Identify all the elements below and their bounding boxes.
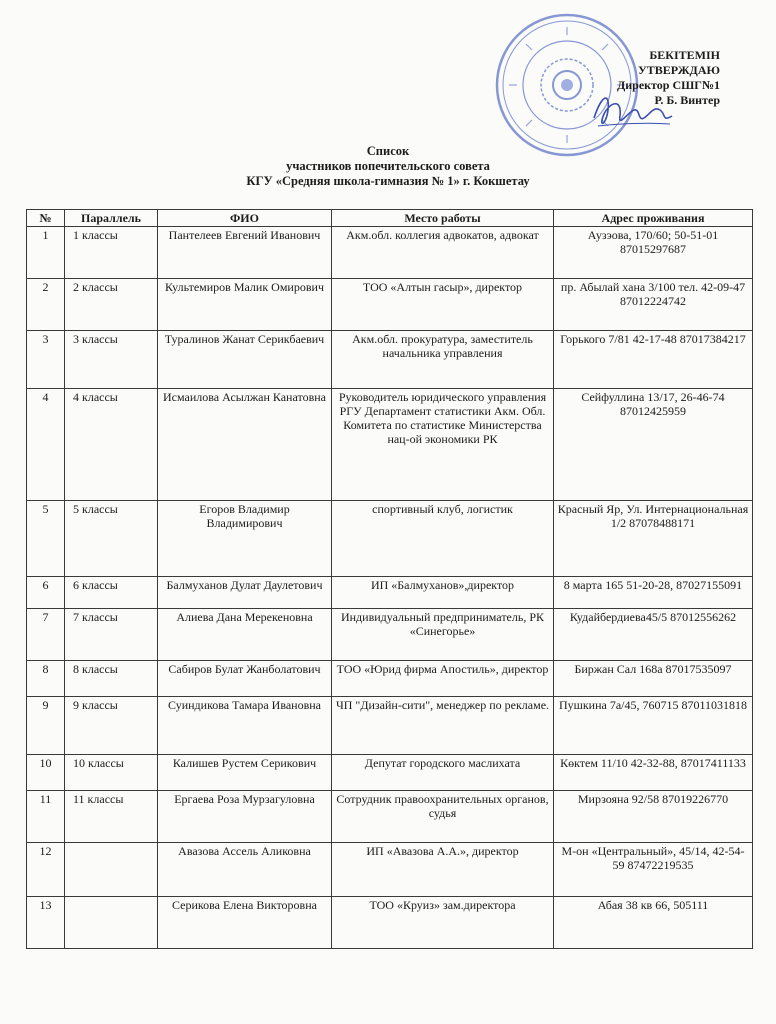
cell-number: 12 (27, 843, 65, 897)
cell-workplace: ТОО «Юрид фирма Апостиль», директор (332, 661, 554, 697)
cell-workplace: Акм.обл. прокуратура, заместитель начальника управления (332, 331, 554, 389)
cell-parallel: 1 классы (65, 227, 158, 279)
cell-parallel: 9 классы (65, 697, 158, 755)
cell-parallel (65, 843, 158, 897)
cell-fio: Авазова Ассель Аликовна (158, 843, 332, 897)
cell-workplace: Депутат городского маслихата (332, 755, 554, 791)
cell-fio: Сабиров Булат Жанболатович (158, 661, 332, 697)
cell-parallel (65, 897, 158, 949)
approval-line-kazakh: БЕКІТЕМІН (649, 48, 720, 62)
cell-workplace: ТОО «Алтын гасыр», директор (332, 279, 554, 331)
table-row (27, 897, 753, 949)
cell-number: 10 (27, 755, 65, 791)
cell-address: Биржан Сал 168а 87017535097 (554, 661, 753, 697)
header-address: Адрес проживания (554, 210, 753, 227)
cell-fio: Пантелеев Евгений Иванович (158, 227, 332, 279)
cell-address: Мирзояна 92/58 87019226770 (554, 791, 753, 843)
cell-workplace: Сотрудник правоохранительных органов, судья (332, 791, 554, 843)
table-row (27, 843, 753, 897)
cell-address: М-он «Центральный», 45/14, 42-54-59 87472219535 (554, 843, 753, 897)
cell-parallel: 8 классы (65, 661, 158, 697)
cell-address: Көктем 11/10 42-32-88, 87017411133 (554, 755, 753, 791)
cell-parallel: 3 классы (65, 331, 158, 389)
cell-parallel: 5 классы (65, 501, 158, 577)
cell-address: пр. Абылай хана 3/100 тел. 42-09-47 87012224742 (554, 279, 753, 331)
table-row (27, 609, 753, 661)
cell-address: Аузэова, 170/60; 50-51-01 87015297687 (554, 227, 753, 279)
table-row (27, 661, 753, 697)
cell-workplace: ТОО «Круиз» зам.директора (332, 897, 554, 949)
cell-parallel: 4 классы (65, 389, 158, 501)
table-row (27, 501, 753, 577)
cell-fio: Культемиров Малик Омирович (158, 279, 332, 331)
cell-address: 8 марта 165 51-20-28, 87027155091 (554, 577, 753, 609)
cell-workplace: Акм.обл. коллегия адвокатов, адвокат (332, 227, 554, 279)
header-parallel: Параллель (65, 210, 158, 227)
cell-address: Абая 38 кв 66, 505111 (554, 897, 753, 949)
cell-fio: Ергаева Роза Мурзагуловна (158, 791, 332, 843)
cell-parallel: 11 классы (65, 791, 158, 843)
cell-fio: Суиндикова Тамара Ивановна (158, 697, 332, 755)
cell-fio: Калишев Рустем Серикович (158, 755, 332, 791)
table-row (27, 389, 753, 501)
approval-director-name: Р. Б. Винтер (654, 93, 720, 107)
cell-number: 11 (27, 791, 65, 843)
header-fio: ФИО (158, 210, 332, 227)
cell-number: 3 (27, 331, 65, 389)
header-number: № (27, 210, 65, 227)
cell-parallel: 2 классы (65, 279, 158, 331)
cell-parallel: 6 классы (65, 577, 158, 609)
cell-workplace: спортивный клуб, логистик (332, 501, 554, 577)
cell-parallel: 7 классы (65, 609, 158, 661)
cell-number: 7 (27, 609, 65, 661)
cell-workplace: Руководитель юридического управления РГУ Департамент статистики Акм. Обл. Комитета по статистике Министерства нац-ой экономики РК (332, 389, 554, 501)
approval-director-title: Директор СШГ№1 (616, 78, 720, 92)
cell-number: 2 (27, 279, 65, 331)
cell-number: 6 (27, 577, 65, 609)
table-row (27, 227, 753, 279)
cell-workplace: Индивидуальный предприниматель, РК «Синегорье» (332, 609, 554, 661)
table-header-row (27, 210, 753, 227)
cell-fio: Исмаилова Асылжан Канатовна (158, 389, 332, 501)
table-row (27, 577, 753, 609)
cell-fio: Алиева Дана Мерекеновна (158, 609, 332, 661)
cell-number: 1 (27, 227, 65, 279)
title-line-2: участников попечительского совета (286, 159, 490, 173)
cell-address: Пушкина 7а/45, 760715 87011031818 (554, 697, 753, 755)
title-line-1: Список (366, 144, 410, 158)
cell-fio: Туралинов Жанат Серикбаевич (158, 331, 332, 389)
approval-line-russian: УТВЕРЖДАЮ (637, 63, 720, 77)
cell-workplace: ЧП "Дизайн-сити", менеджер по рекламе. (332, 697, 554, 755)
cell-fio: Егоров Владимир Владимирович (158, 501, 332, 577)
document-title (0, 144, 776, 189)
table-row (27, 331, 753, 389)
cell-number: 9 (27, 697, 65, 755)
cell-address: Сейфуллина 13/17, 26-46-74 87012425959 (554, 389, 753, 501)
table-row (27, 755, 753, 791)
title-line-3: КГУ «Средняя школа-гимназия № 1» г. Кокшетау (246, 174, 530, 188)
cell-address: Кудайбердиева45/5 87012556262 (554, 609, 753, 661)
cell-address: Красный Яр, Ул. Интернациональная 1/2 87078488171 (554, 501, 753, 577)
cell-fio: Серикова Елена Викторовна (158, 897, 332, 949)
cell-number: 5 (27, 501, 65, 577)
approval-block (617, 48, 720, 108)
cell-number: 4 (27, 389, 65, 501)
cell-parallel: 10 классы (65, 755, 158, 791)
cell-address: Горького 7/81 42-17-48 87017384217 (554, 331, 753, 389)
trustees-table (26, 209, 753, 949)
cell-fio: Балмуханов Дулат Даулетович (158, 577, 332, 609)
cell-number: 8 (27, 661, 65, 697)
cell-number: 13 (27, 897, 65, 949)
table-row (27, 697, 753, 755)
table-row (27, 791, 753, 843)
cell-workplace: ИП «Балмуханов»,директор (332, 577, 554, 609)
cell-workplace: ИП «Авазова А.А.», директор (332, 843, 554, 897)
table-row (27, 279, 753, 331)
header-workplace: Место работы (332, 210, 554, 227)
